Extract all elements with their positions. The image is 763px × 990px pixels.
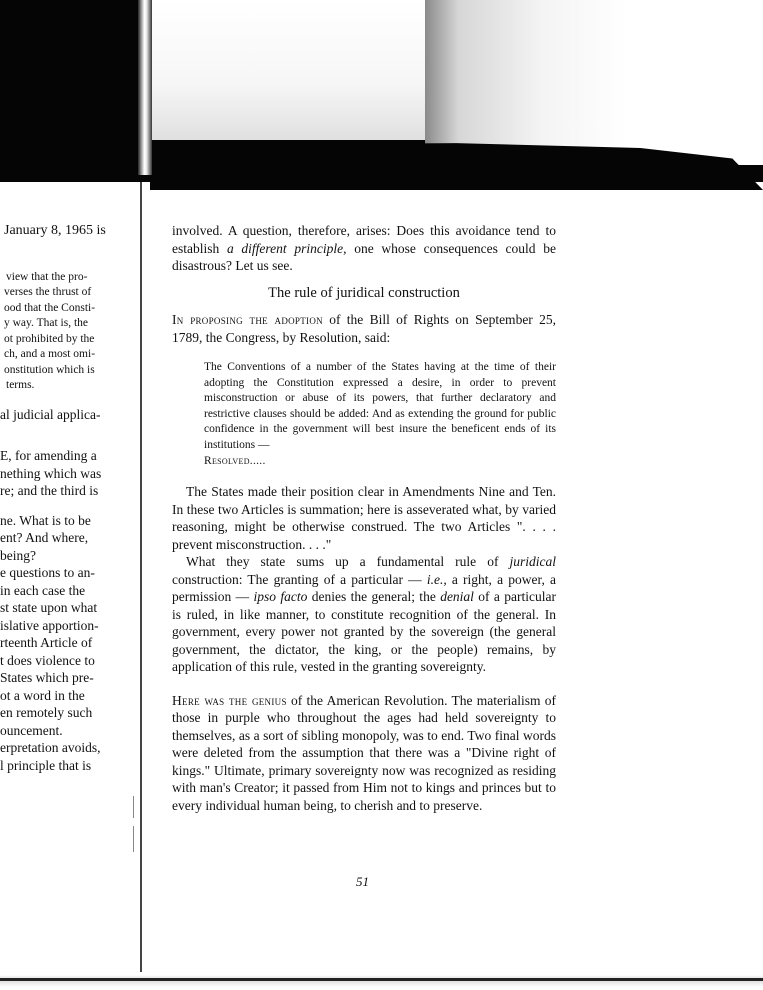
scan-dark-band [0, 0, 763, 182]
left-line: verses the thrust of [4, 286, 92, 298]
resolution-quote [204, 360, 556, 469]
intro-text-end: one whose consequences could be disastrous? Let us see. [172, 240, 556, 273]
left-line: view that the pro- [6, 270, 88, 283]
left-line [0, 394, 111, 406]
quote-resolved: Resolved..... [204, 454, 266, 467]
left-line: ne. What is to be [0, 512, 91, 528]
revolution-paragraph [172, 692, 556, 815]
paragraph-text: What they state sums up a fundamental rule of [186, 554, 510, 570]
left-line [0, 423, 111, 447]
paragraph-text: denies the general; the [307, 589, 441, 605]
left-line: ch, and a most omi- [4, 348, 96, 360]
emphasis: denial [440, 589, 474, 605]
intro-text: involved. A question, therefore, arises: Does this avoidance tend to establish [172, 223, 556, 256]
intro-emphasis: a different principle, [226, 240, 347, 256]
scan-light-patch [150, 0, 425, 140]
left-line: States which pre- [0, 670, 94, 685]
paragraph-text: construction: The granting of a particular — [172, 571, 427, 587]
gutter-mark [133, 796, 134, 818]
left-line: en remotely such [0, 705, 93, 720]
amendments-paragraph: The States made their position clear in Amendments Nine and Ten. In these two Articles is summation; here is asseverated what, by varied reasoning, might be otherwise construed. The two Articles ". . . . prevent misconstruction. . . ." [172, 484, 556, 552]
left-line: erpretation avoids, [0, 740, 101, 755]
paragraph-gap [172, 676, 556, 692]
left-line: rteenth Article of [0, 635, 93, 650]
left-line: ouncement. [0, 722, 63, 738]
left-line: nething which was [0, 465, 102, 481]
paragraph-text: of a particular is ruled, in like manner, to constitute recognition of the general. In government, every power not granted by the sovereign (the general government, the dictator, the king, or the people) remains, by application of this rule, vested in the granting sovereignty. [172, 589, 557, 675]
section-heading: The rule of juridical construction [268, 284, 460, 301]
left-line: terms. [6, 379, 35, 391]
left-page-column [0, 222, 111, 774]
lead-in-small-caps: Here was the genius [172, 692, 287, 708]
emphasis: ipso facto [253, 589, 308, 605]
juridical-rule-paragraph [172, 553, 556, 676]
left-line: onstitution which is [4, 363, 95, 376]
left-line: January 8, 1965 is [4, 223, 106, 238]
left-line: islative apportion- [0, 617, 99, 633]
page-gutter [140, 182, 142, 972]
paragraph-text: of the Bill of Rights on September 25, 1789, the Congress, by Resolution, said: [172, 312, 556, 345]
left-line: re; and the third is [0, 483, 99, 498]
left-line: st state upon what [0, 600, 98, 615]
bottom-shadow [0, 975, 763, 987]
left-line: ent? And where, [0, 530, 89, 545]
left-line: al judicial applica- [0, 406, 101, 422]
left-line: l principle that is [0, 757, 92, 773]
emphasis: i.e., [426, 571, 447, 587]
left-line: ood that the Consti- [4, 301, 96, 314]
scan-light-patch-right [425, 0, 763, 165]
left-line: in each case the [0, 582, 86, 598]
paragraph-text: of the American Revolution. The materialism of those in purple who throughout the ages had held sovereignty to themselves, as a sort of sibling monopoly, was to end. Two final words were deleted from the assumption that there was a "Divine right of kings." Ultimate, primary sovereignty now was recognized as residing with man's Creator; it passed from Him not to kings and princes but to every individual human being, to cherish and to preserve. [172, 692, 556, 813]
bottom-edge [0, 978, 763, 981]
left-line: y way. That is, the [4, 317, 88, 329]
left-line: E, for amending a [0, 448, 97, 463]
gutter-mark [133, 826, 134, 852]
left-line: being? [0, 547, 36, 563]
page-number: 51 [356, 874, 369, 889]
quote-text: The Conventions of a number of the States having at the time of their adopting the Constitution expressed a desire, in order to prevent misconstruction or abuse of its powers, that further declaratory and restrictive clauses should be added: And as extending the ground for public confidence in the government will best insure the beneficent ends of its institutions — [204, 361, 556, 451]
paragraph-text: a right, a power, a permission — [172, 571, 556, 605]
emphasis: juridical [509, 554, 556, 570]
page-body [172, 222, 556, 814]
left-line: t does violence to [0, 652, 95, 668]
left-line: ot a word in the [0, 687, 85, 703]
lead-in-small-caps: In proposing the adoption [172, 312, 323, 327]
intro-paragraph [172, 222, 556, 275]
bill-of-rights-paragraph [172, 311, 556, 346]
left-line [0, 240, 111, 270]
left-line: e questions to an- [0, 565, 95, 580]
left-line: ot prohibited by the [4, 332, 95, 345]
book-spine [138, 0, 152, 175]
left-line [0, 500, 111, 512]
